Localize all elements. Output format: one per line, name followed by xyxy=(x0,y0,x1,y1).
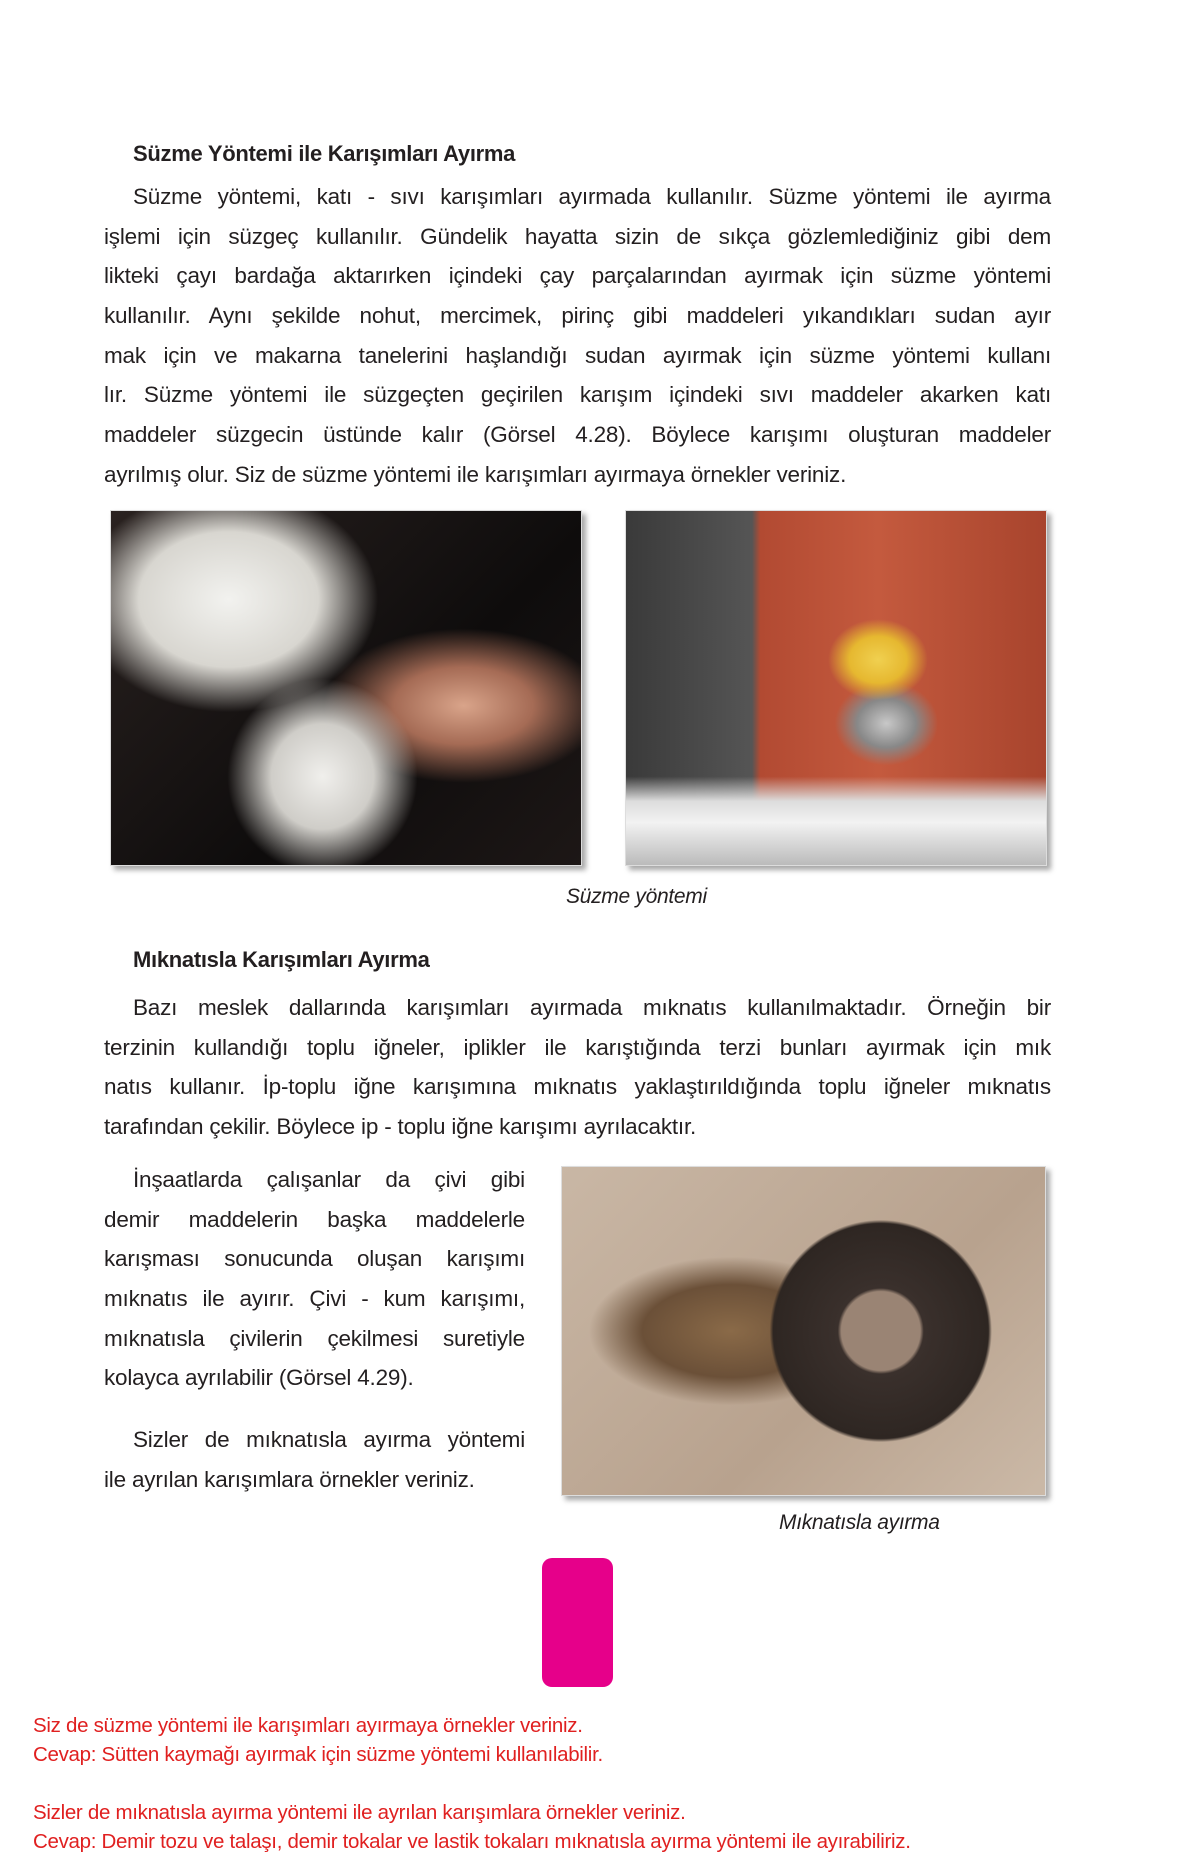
magnet-caption: Mıknatısla ayırma xyxy=(779,1511,940,1534)
text-line: tarafından çekilir. Böylece ip - toplu iğne karışımı ayrılacaktır. xyxy=(104,1114,697,1140)
answer-1: Cevap: Sütten kaymağı ayırmak için süzme yöntemi kullanılabilir. xyxy=(33,1743,603,1766)
nails-magnet-photo xyxy=(561,1166,1046,1496)
section-heading-magnet: Mıknatısla Karışımları Ayırma xyxy=(133,947,430,972)
text-line: natıs kullanır. İp-toplu iğne karışımına mıknatıs yaklaştırıldığında toplu iğneler mıknatıs xyxy=(104,1074,1051,1100)
magnet-question-paragraph xyxy=(104,1420,525,1499)
answer-question-2: Sizler de mıknatısla ayırma yöntemi ile ayrılan karışımlara örnekler veriniz. xyxy=(33,1801,686,1824)
filtration-caption: Süzme yöntemi xyxy=(566,885,707,908)
text-line: İnşaatlarda çalışanlar da çivi gibi xyxy=(133,1167,525,1192)
text-line: ayrılmış olur. Siz de süzme yöntemi ile karışımları ayırmaya örnekler veriniz. xyxy=(104,461,847,487)
text-line: Sizler de mıknatısla ayırma yöntemi xyxy=(133,1427,525,1452)
text-line: maddeler süzgecin üstünde kalır (Görsel 4.28). Böylece karışımı oluşturan maddeler xyxy=(104,422,1051,448)
pink-marker xyxy=(542,1558,613,1687)
text-line: Süzme yöntemi, katı - sıvı karışımları ayırmada kullanılır. Süzme yöntemi ile ayırma xyxy=(133,184,1051,209)
section-heading-filtration: Süzme Yöntemi ile Karışımları Ayırma xyxy=(133,141,516,166)
answer-2: Cevap: Demir tozu ve talaşı, demir tokalar ve lastik tokaları mıknatısla ayırma yöntemi ile ayırabiliriz. xyxy=(33,1830,911,1853)
tea-strainer-photo xyxy=(110,510,582,866)
magnet-paragraph xyxy=(104,988,1051,1147)
text-line: terzinin kullandığı toplu iğneler, iplikler ile karıştığında terzi bunları ayırmak için mık xyxy=(104,1034,1051,1060)
text-line: ile ayrılan karışımlara örnekler veriniz. xyxy=(104,1466,475,1492)
text-line: demir maddelerin başka maddelerle xyxy=(104,1206,525,1232)
text-line: karışması sonucunda oluşan karışımı xyxy=(104,1246,525,1272)
text-line: kolayca ayrılabilir (Görsel 4.29). xyxy=(104,1365,414,1391)
text-line: işlemi için süzgeç kullanılır. Gündelik hayatta sizin de sıkça gözlemlediğiniz gibi dem xyxy=(104,223,1051,249)
filtration-paragraph xyxy=(104,177,1051,495)
pasta-colander-photo xyxy=(625,510,1047,866)
text-line: mıknatısla çivilerin çekilmesi suretiyle xyxy=(104,1325,525,1351)
text-line: mak için ve makarna tanelerini haşlandığı sudan ayırmak için süzme yöntemi kullanı xyxy=(104,342,1051,368)
text-line: kullanılır. Aynı şekilde nohut, mercimek, pirinç gibi maddeleri yıkandıkları sudan ayır xyxy=(104,303,1051,329)
text-line: lır. Süzme yöntemi ile süzgeçten geçirilen karışım içindeki sıvı maddeler akarken katı xyxy=(104,382,1051,408)
text-line: Bazı meslek dallarında karışımları ayırmada mıknatıs kullanılmaktadır. Örneğin bir xyxy=(133,995,1051,1020)
magnet-column-paragraph xyxy=(104,1160,525,1398)
text-line: mıknatıs ile ayırır. Çivi - kum karışımı, xyxy=(104,1286,525,1312)
answer-question-1: Siz de süzme yöntemi ile karışımları ayırmaya örnekler veriniz. xyxy=(33,1714,583,1737)
text-line: likteki çayı bardağa aktarırken içindeki çay parçalarından ayırmak için süzme yöntemi xyxy=(104,263,1051,289)
